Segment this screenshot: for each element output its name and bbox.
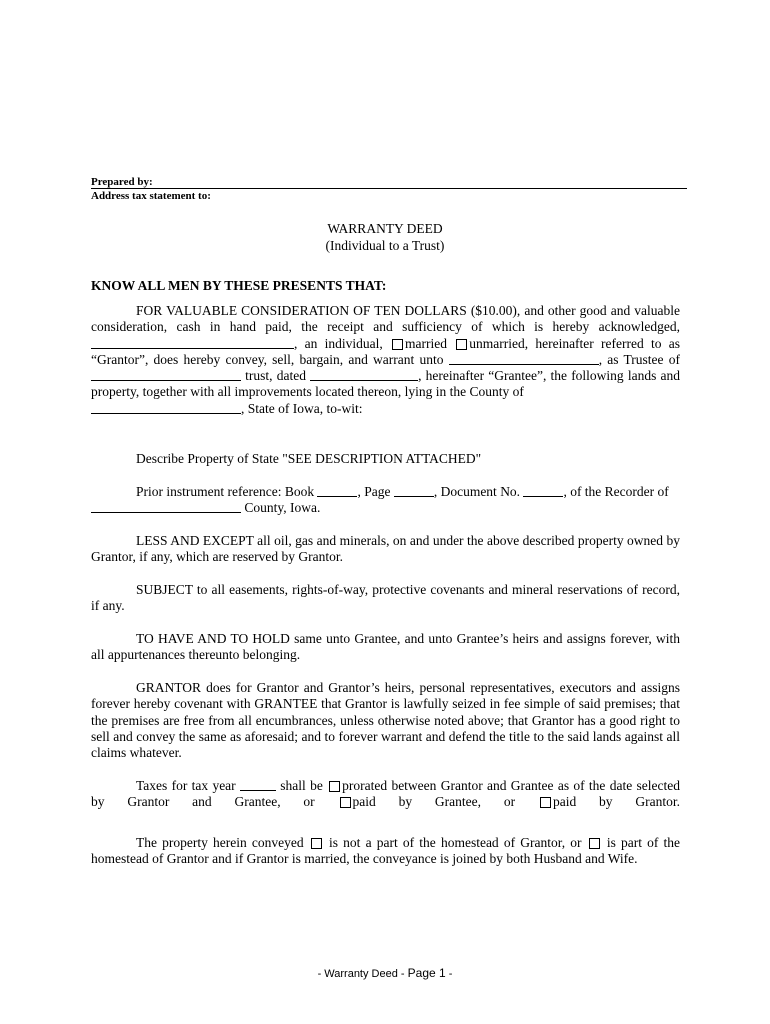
unmarried-label: unmarried, hereinafter referred to as bbox=[469, 335, 680, 351]
trustee-name-blank[interactable] bbox=[449, 353, 599, 365]
recorder-county-blank[interactable] bbox=[91, 501, 241, 513]
an-individual-text: , an individual, bbox=[294, 335, 383, 351]
page-footer bbox=[0, 966, 770, 980]
grantor-name-blank[interactable] bbox=[91, 337, 294, 349]
describe-property-text: Describe Property of State "SEE DESCRIPTION ATTACHED" bbox=[136, 451, 482, 466]
document-subtitle: (Individual to a Trust) bbox=[325, 238, 445, 253]
prepared-by-label: Prepared by: bbox=[91, 176, 153, 188]
unmarried-checkbox[interactable] bbox=[456, 339, 467, 350]
footer-dash: - bbox=[448, 968, 453, 980]
prior-instrument-paragraph bbox=[91, 484, 680, 517]
paid-by-grantor-text: paid by Grantor. bbox=[552, 794, 681, 810]
grantor-covenant-paragraph: GRANTOR does for Grantor and Grantor’s heirs, personal representatives, executors and assigns forever hereby covenant with GRANTEE that Grantor is lawfully seized in fee simple of said premises; that the premises are free from all encumbrances, unless otherwise noted above; that Grantor has a good right to sell and convey the same as aforesaid; and to forever warrant and defend the title to the said lands against all claims whatever. bbox=[91, 680, 680, 761]
footer-doc-name: - Warranty Deed - bbox=[317, 968, 405, 980]
trust-dated-text: trust, dated bbox=[245, 368, 306, 384]
married-checkbox[interactable] bbox=[392, 339, 403, 350]
homestead-paragraph bbox=[91, 835, 680, 868]
not-homestead-text: is not a part of the homestead of Grantor, or bbox=[329, 835, 582, 850]
paid-by-grantee-checkbox[interactable] bbox=[340, 797, 351, 808]
consideration-text: FOR VALUABLE CONSIDERATION OF TEN DOLLARS ($10.00), and other good and valuable consideration, cash in hand paid, the receipt and sufficiency of which is hereby acknowledged, bbox=[91, 303, 680, 335]
shall-be-text: shall be bbox=[280, 778, 323, 793]
consideration-paragraph bbox=[91, 303, 680, 417]
address-tax-label: Address tax statement to: bbox=[91, 190, 211, 202]
subject-to-paragraph: SUBJECT to all easements, rights-of-way, protective covenants and mineral reservations of record, if any. bbox=[91, 582, 680, 614]
taxes-paragraph bbox=[91, 778, 680, 811]
homestead-text: The property herein conveyed bbox=[136, 835, 304, 850]
header-rule bbox=[91, 188, 687, 189]
paid-by-grantee-text: paid by Grantee, or bbox=[352, 794, 516, 810]
page-text: , Page bbox=[357, 484, 391, 499]
paid-by-grantor-checkbox[interactable] bbox=[540, 797, 551, 808]
county-iowa-text: County, Iowa. bbox=[244, 500, 321, 516]
footer-page-number: Page 1 bbox=[407, 966, 446, 980]
state-iowa-text: , State of Iowa, to-wit: bbox=[241, 400, 363, 416]
intro-heading: KNOW ALL MEN BY THESE PRESENTS THAT: bbox=[91, 278, 387, 293]
book-blank[interactable] bbox=[317, 485, 357, 497]
is-homestead-checkbox[interactable] bbox=[589, 838, 600, 849]
page-blank[interactable] bbox=[394, 485, 434, 497]
taxes-text: Taxes for tax year bbox=[136, 778, 236, 793]
less-except-paragraph: LESS AND EXCEPT all oil, gas and minerals, on and under the above described property owned by Grantor, if any, which are reserved by Grantor. bbox=[91, 533, 680, 565]
recorder-text: , of the Recorder of bbox=[563, 484, 669, 499]
as-trustee-text: , as Trustee of bbox=[598, 351, 680, 367]
prorated-text: prorated between Grantor and Grantee as of the date selected by Grantor and Grantee, or bbox=[91, 778, 680, 810]
document-no-text: , Document No. bbox=[433, 484, 521, 499]
county-blank[interactable] bbox=[91, 402, 241, 414]
prorated-checkbox[interactable] bbox=[329, 781, 340, 792]
tax-year-blank[interactable] bbox=[240, 779, 276, 791]
is-homestead-text: is part of the homestead of Grantor and if Grantor is married, the conveyance is joined by both Husband and Wife. bbox=[91, 835, 681, 867]
hereinafter-grantee-text: , hereinafter “Grantee”, the following lands and property, together with all improvements located thereon, lying in the County of bbox=[91, 368, 681, 400]
document-no-blank[interactable] bbox=[523, 485, 563, 497]
prior-instrument-text: Prior instrument reference: Book bbox=[136, 484, 315, 499]
document-title: WARRANTY DEED bbox=[327, 221, 443, 236]
have-hold-paragraph: TO HAVE AND TO HOLD same unto Grantee, and unto Grantee’s heirs and assigns forever, with all appurtenances thereunto belonging. bbox=[91, 631, 680, 663]
grantor-convey-text: “Grantor”, does hereby convey, sell, bargain, and warrant unto bbox=[91, 351, 444, 367]
not-homestead-checkbox[interactable] bbox=[311, 838, 322, 849]
married-label: married bbox=[405, 335, 447, 351]
trust-name-blank[interactable] bbox=[91, 369, 241, 381]
trust-date-blank[interactable] bbox=[310, 369, 418, 381]
